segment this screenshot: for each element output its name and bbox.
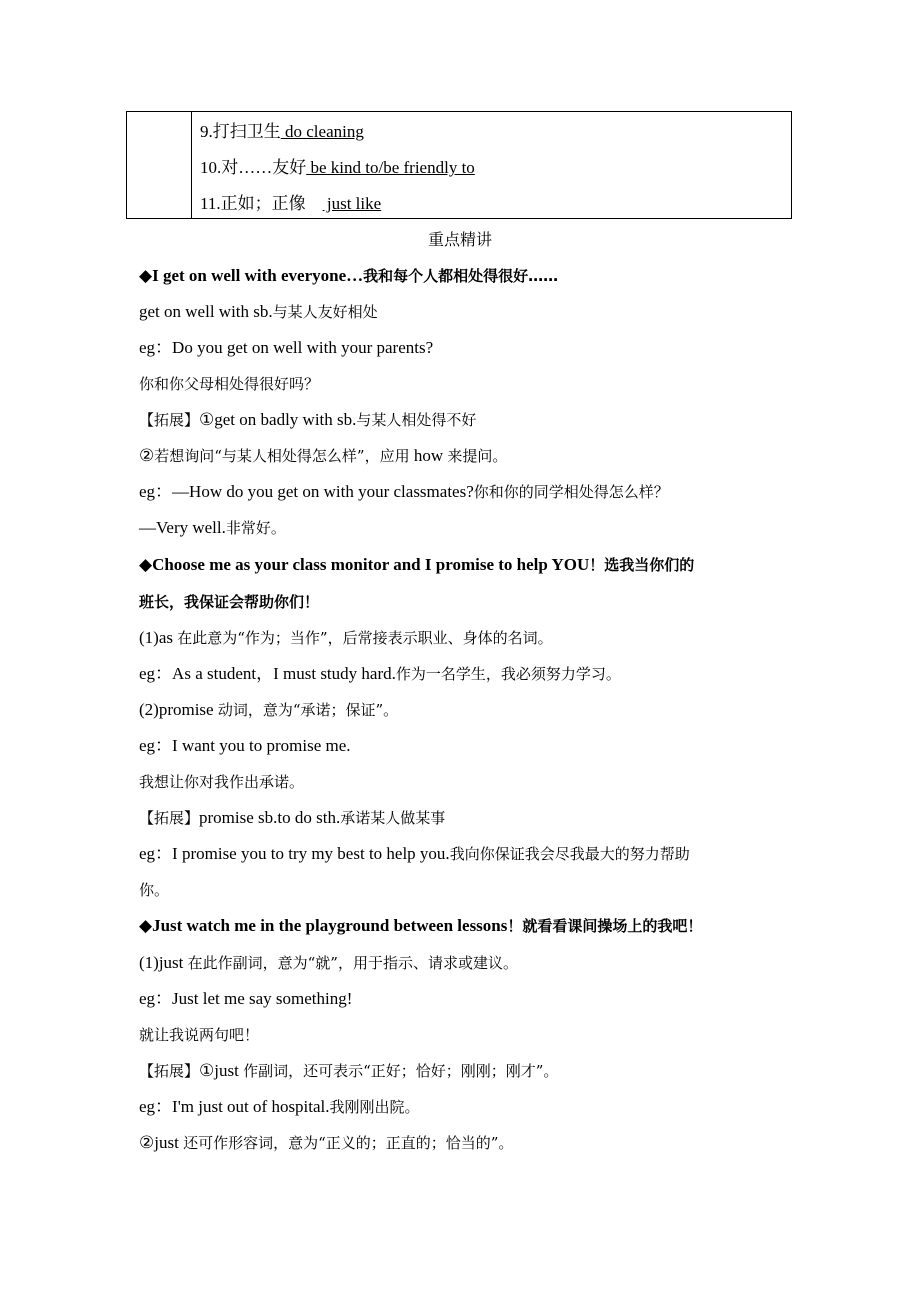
translation-line: 你和你父母相处得很好吗？ [139, 375, 320, 393]
table-left-cell [127, 112, 192, 218]
example-line: —Very well.非常好。 [139, 518, 286, 537]
paragraph-line: (1)as 在此意为“作为；当作”，后常接表示职业、身体的名词。 [139, 628, 553, 647]
example-line: eg：I'm just out of hospital.我刚刚出院。 [139, 1097, 420, 1116]
key-sentence-2: ◆Choose me as your class monitor and I promise to help YOU！选我当你们的 [139, 555, 695, 574]
key-sentence-1: ◆I get on well with everyone…我和每个人都相处得很好…… [139, 266, 559, 285]
key-sentence-3: ◆Just watch me in the playground between lessons！就看看课间操场上的我吧！ [139, 916, 703, 935]
extension-line: 【拓展】promise sb.to do sth.承诺某人做某事 [139, 808, 446, 827]
example-line: eg：As a student，I must study hard.作为一名学生，我必须努力学习。 [139, 664, 621, 683]
vocab-prompt: 9.打扫卫生 [200, 122, 281, 141]
example-line: eg：—How do you get on with your classmates?你和你的同学相处得怎么样？ [139, 482, 669, 501]
vocab-row-11 [200, 194, 381, 214]
example-line-cont: 你。 [139, 881, 170, 899]
translation-line: 就让我说两句吧！ [139, 1026, 260, 1044]
key-sentence-2-cont: 班长，我保证会帮助你们！ [139, 593, 320, 611]
vocab-answer: just like [322, 194, 382, 213]
extension-line: 【拓展】①get on badly with sb.与某人相处得不好 [139, 410, 477, 429]
vocab-prompt: 11.正如；正像 [200, 194, 323, 213]
vocab-row-10 [200, 158, 475, 178]
vocab-answer: be kind to/be friendly to [306, 158, 475, 177]
example-line: eg：I want you to promise me. [139, 736, 351, 755]
translation-line: 我想让你对我作出承诺。 [139, 773, 305, 791]
vocab-prompt: 10.对……友好 [200, 158, 307, 177]
paragraph-line: (1)just 在此作副词，意为“就”，用于指示、请求或建议。 [139, 953, 518, 972]
paragraph-line: ②just 还可作形容词，意为“正义的；正直的；恰当的”。 [139, 1133, 514, 1152]
vocab-row-9 [200, 122, 364, 142]
paragraph-line: (2)promise 动词，意为“承诺；保证”。 [139, 700, 399, 719]
paragraph-line: ②若想询问“与某人相处得怎么样”，应用 how 来提问。 [139, 446, 508, 465]
section-title: 重点精讲 [427, 230, 492, 249]
vocab-table [126, 111, 792, 219]
example-line: eg：Do you get on well with your parents? [139, 338, 434, 357]
extension-line: 【拓展】①just 作副词，还可表示“正好；恰好；刚刚；刚才”。 [139, 1061, 559, 1080]
vocab-answer: do cleaning [280, 122, 364, 141]
paragraph-line: get on well with sb.与某人友好相处 [139, 302, 378, 321]
example-line: eg：Just let me say something! [139, 989, 353, 1008]
example-line: eg：I promise you to try my best to help you.我向你保证我会尽我最大的努力帮助 [139, 844, 690, 863]
